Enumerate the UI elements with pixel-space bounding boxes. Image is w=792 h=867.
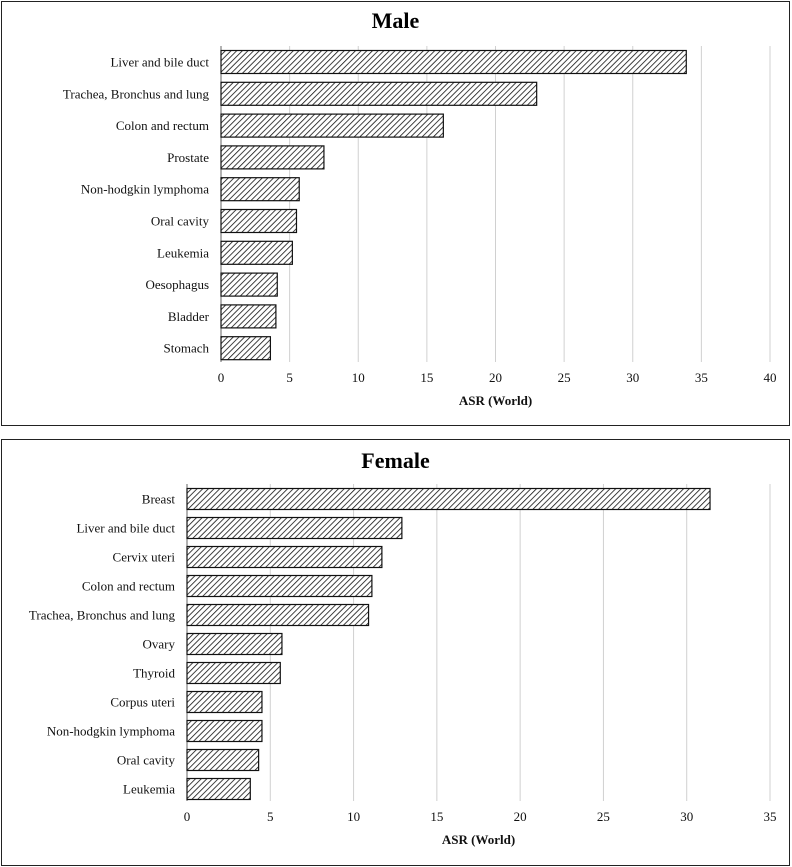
category-label: Non-hodgkin lymphoma: [46, 723, 175, 739]
bar: [187, 721, 262, 742]
category-label: Trachea, Bronchus and lung: [28, 607, 175, 623]
x-tick-label: 30: [680, 809, 694, 824]
x-tick-label: 35: [694, 370, 708, 385]
category-label: Oesophagus: [145, 277, 209, 293]
bar: [221, 210, 296, 233]
bar: [187, 750, 259, 771]
male-bar-chart: [2, 2, 789, 425]
chart-title: Female: [361, 448, 430, 473]
x-tick-label: 5: [286, 370, 293, 385]
category-label: Prostate: [167, 149, 209, 165]
bar: [221, 51, 686, 74]
category-label: Stomach: [163, 340, 209, 356]
bar: [187, 518, 402, 539]
female-chart-panel: [1, 439, 790, 866]
bar: [187, 489, 710, 510]
category-label: Corpus uteri: [110, 694, 175, 710]
category-label: Oral cavity: [116, 752, 175, 768]
x-tick-label: 25: [596, 809, 610, 824]
bar: [221, 178, 299, 201]
x-axis-title: ASR (World): [441, 832, 516, 847]
bar: [221, 146, 324, 169]
bar: [187, 576, 372, 597]
category-label: Ovary: [142, 636, 175, 652]
bar: [221, 241, 292, 264]
x-tick-label: 15: [420, 370, 434, 385]
bar: [221, 337, 270, 360]
category-label: Leukemia: [123, 781, 175, 797]
x-axis-title: ASR (World): [458, 393, 533, 408]
x-tick-label: 25: [557, 370, 571, 385]
x-tick-label: 10: [351, 370, 365, 385]
bar: [187, 663, 280, 684]
x-tick-label: 20: [489, 370, 502, 385]
category-label: Thyroid: [133, 665, 175, 681]
bar: [221, 273, 277, 296]
bar: [187, 634, 282, 655]
x-tick-label: 35: [763, 809, 777, 824]
chart-title: Male: [371, 8, 420, 33]
x-tick-label: 15: [430, 809, 444, 824]
male-chart-panel: [1, 1, 790, 426]
bar: [221, 82, 537, 105]
bar: [187, 692, 262, 713]
category-label: Cervix uteri: [112, 549, 175, 565]
category-label: Leukemia: [157, 245, 209, 261]
x-tick-label: 0: [217, 370, 225, 385]
bar: [221, 114, 443, 137]
x-tick-label: 0: [183, 809, 191, 824]
bar: [187, 605, 369, 626]
x-tick-label: 20: [513, 809, 527, 824]
x-tick-label: 10: [347, 809, 361, 824]
category-label: Liver and bile duct: [76, 520, 175, 536]
category-label: Non-hodgkin lymphoma: [80, 181, 209, 197]
x-tick-label: 40: [763, 370, 777, 385]
category-label: Trachea, Bronchus and lung: [62, 86, 209, 102]
category-label: Colon and rectum: [81, 578, 175, 594]
category-label: Bladder: [167, 308, 209, 324]
category-label: Liver and bile duct: [110, 54, 209, 70]
category-label: Colon and rectum: [115, 118, 209, 134]
x-tick-label: 30: [626, 370, 640, 385]
bar: [187, 547, 382, 568]
x-tick-label: 5: [267, 809, 274, 824]
category-label: Breast: [141, 491, 175, 507]
bar: [221, 305, 276, 328]
bar: [187, 779, 250, 800]
female-bar-chart: [2, 440, 789, 865]
category-label: Oral cavity: [150, 213, 209, 229]
